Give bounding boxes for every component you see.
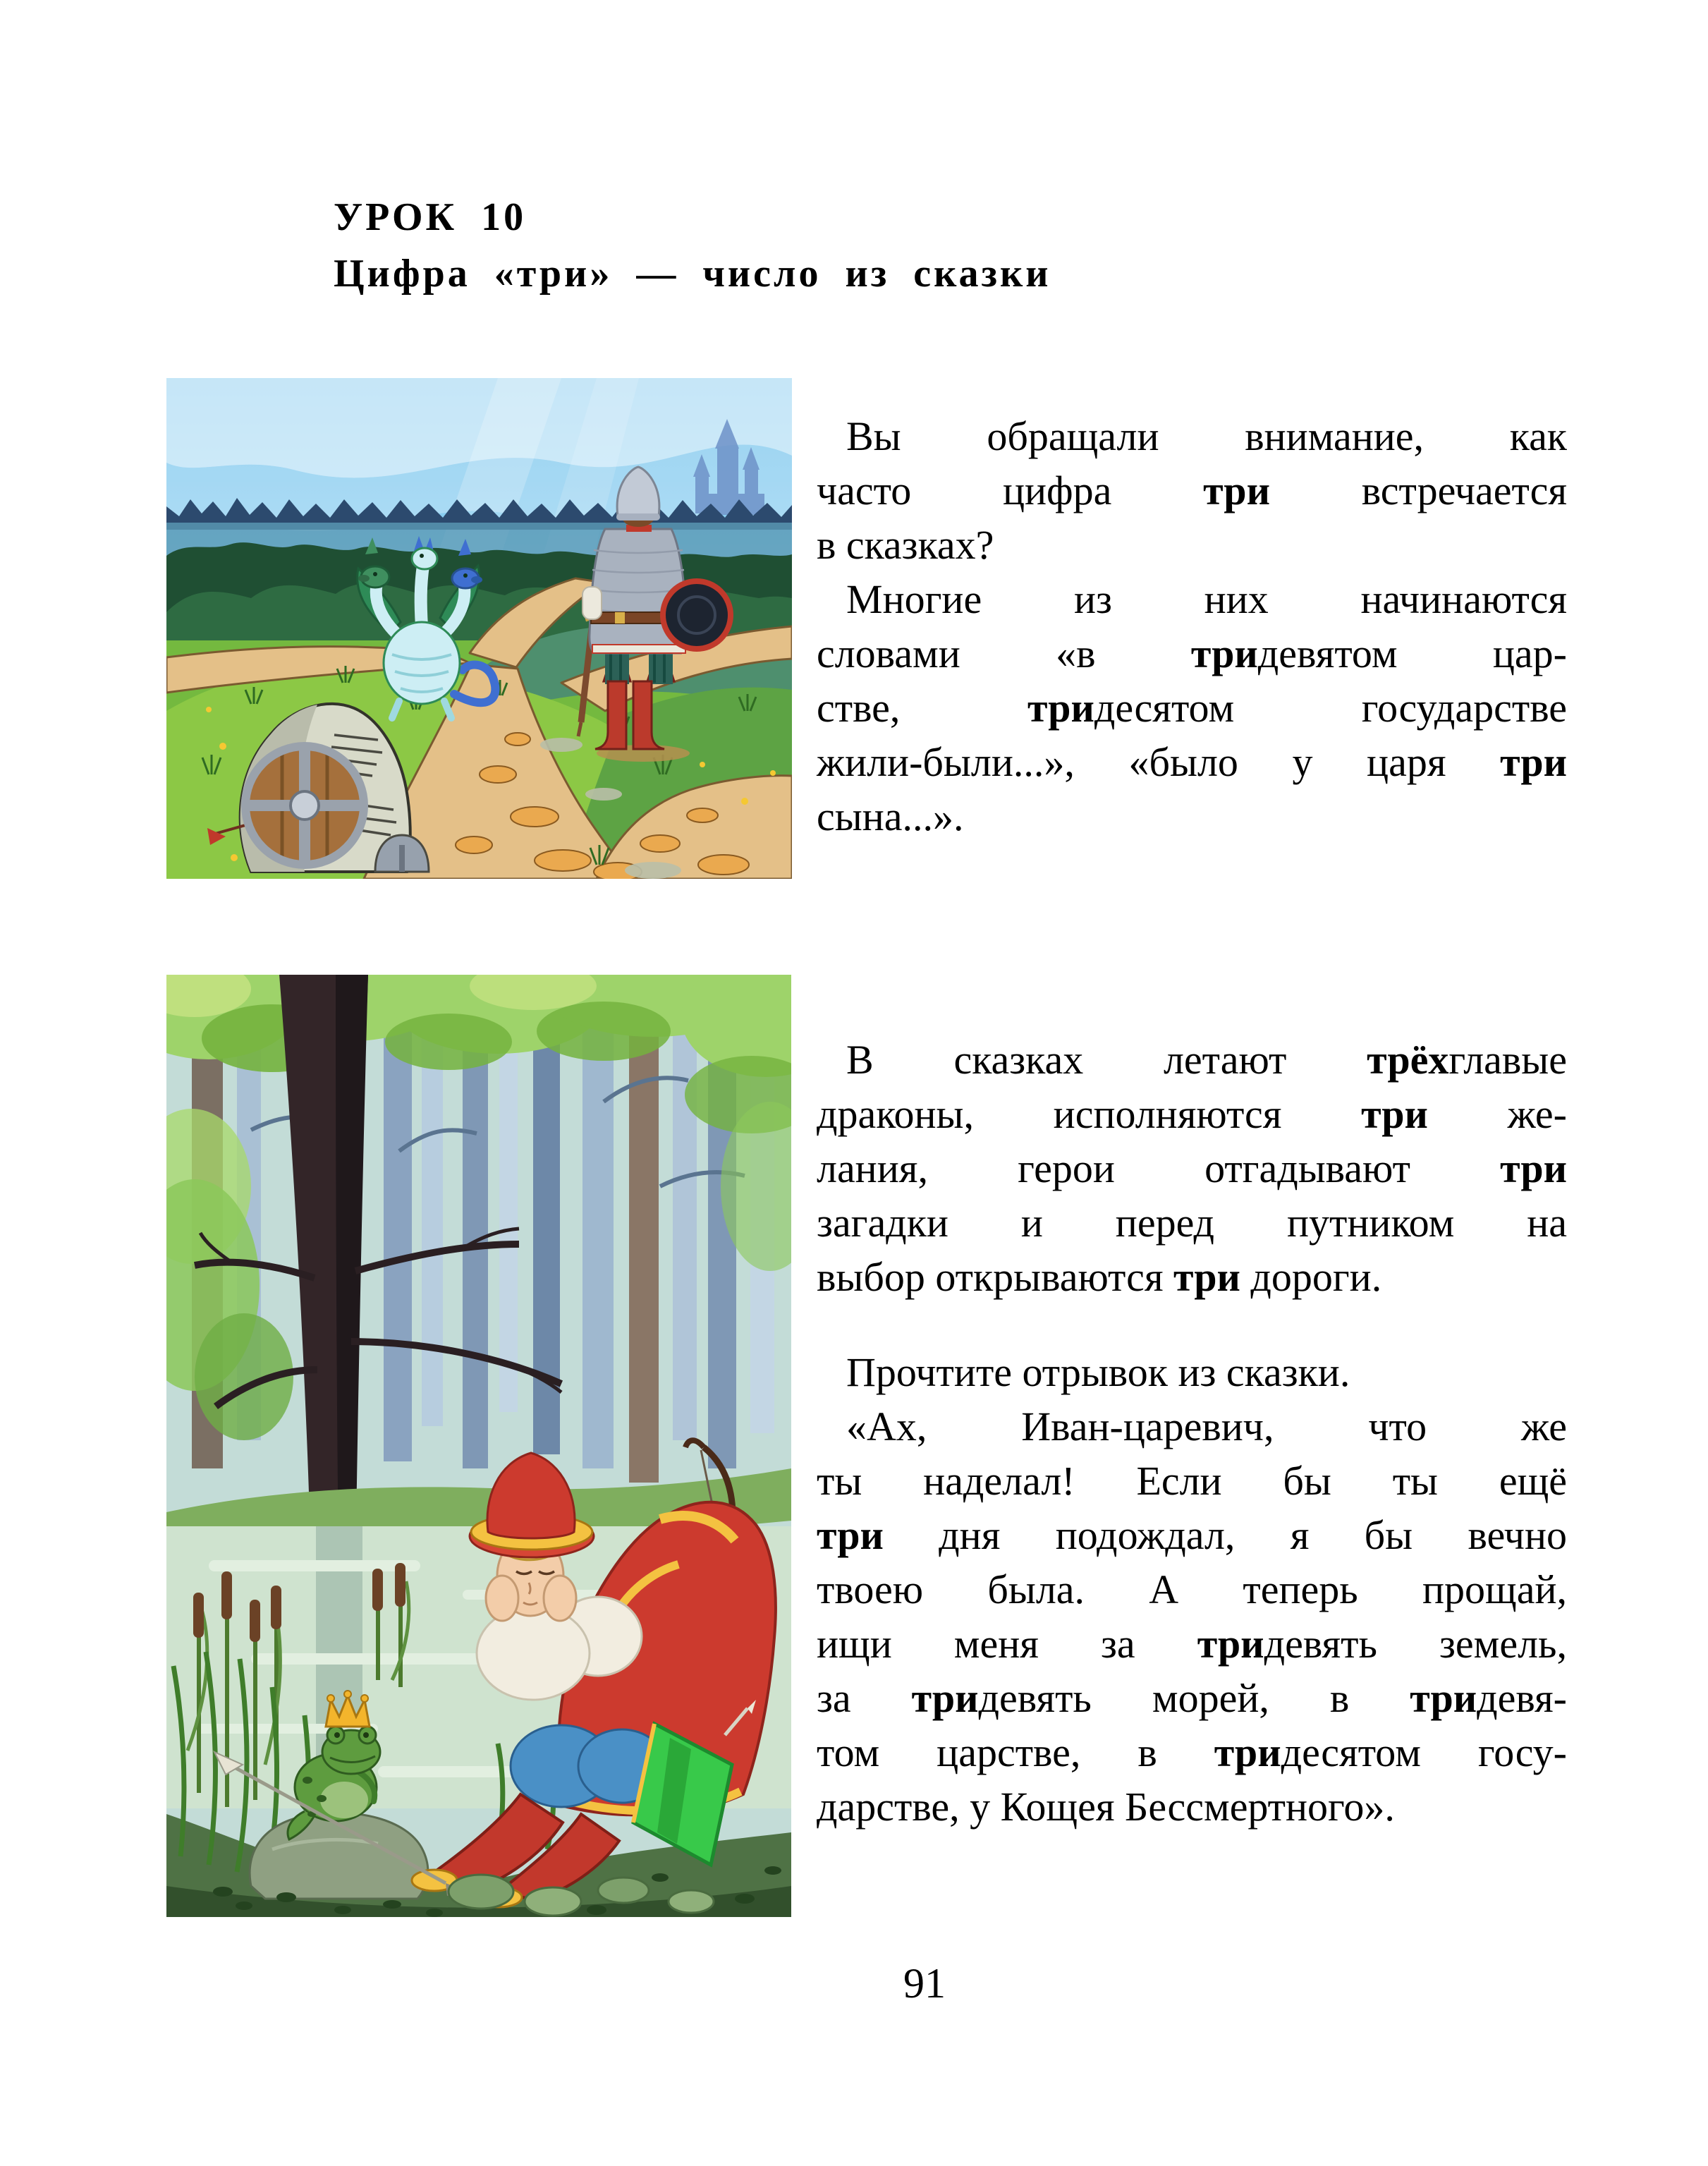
paragraph: [817, 409, 1567, 572]
text-segment: дарстве, у Кощея Бессмертного».: [817, 1784, 1395, 1830]
text-segment: девять морей, в: [978, 1675, 1410, 1721]
text-segment: Вы обращали внимание, как: [846, 413, 1567, 459]
text-segment: в сказках?: [817, 522, 994, 568]
white-sleeve: [477, 1607, 590, 1700]
text-line: [817, 518, 1567, 572]
text-segment: твоею была. А теперь прощай,: [817, 1566, 1567, 1612]
text-line: [817, 735, 1567, 789]
text-segment: часто цифра: [817, 468, 1204, 513]
text-line: [817, 1671, 1567, 1725]
text-segment: десятом госу-: [1281, 1729, 1567, 1775]
bold-word: три: [1173, 1254, 1240, 1300]
paragraph: [817, 572, 1567, 844]
text-line: [817, 1562, 1567, 1617]
bold-word: три: [1500, 739, 1567, 785]
bold-word: три: [1027, 685, 1094, 731]
text-segment: ищи меня за: [817, 1621, 1197, 1667]
text-line: [817, 1617, 1567, 1671]
text-segment: встречается: [1269, 468, 1567, 513]
lesson-number: УРОК 10: [334, 195, 527, 239]
text-segment: «Ах, Иван-царевич, что же: [846, 1404, 1567, 1449]
round-shield: [245, 746, 364, 865]
text-line: [817, 1779, 1567, 1834]
text-segment: стве,: [817, 685, 1027, 731]
illustration-crossroads: [166, 378, 792, 879]
lesson-heading: [334, 189, 1051, 302]
bold-word: три: [1361, 1091, 1428, 1137]
text-line: [817, 572, 1567, 626]
text-segment: девя-: [1477, 1675, 1567, 1721]
page-number: 91: [903, 1960, 946, 2007]
text-segment: за: [817, 1675, 912, 1721]
text-segment: девятом цар-: [1257, 631, 1567, 676]
text-segment: жили-были...», «было у царя: [817, 739, 1501, 785]
text-line: [817, 1399, 1567, 1454]
text-segment: девять земель,: [1264, 1621, 1567, 1667]
bold-word: три: [1190, 631, 1258, 676]
lesson-title: Цифра «три» — число из сказки: [334, 252, 1051, 296]
bold-word: три: [1203, 468, 1270, 513]
text-segment: ты наделал! Если бы ты ещё: [817, 1458, 1567, 1504]
bold-word: трёх: [1367, 1037, 1449, 1083]
text-line: [817, 1250, 1567, 1304]
text-column-2: [817, 1033, 1567, 1834]
text-line: [817, 1195, 1567, 1250]
text-segment: том царстве, в: [817, 1729, 1214, 1775]
text-line: [817, 789, 1567, 844]
text-line: [817, 1033, 1567, 1087]
text-segment: Многие из них начинаются: [846, 576, 1567, 622]
text-segment: десятом государстве: [1094, 685, 1567, 731]
bold-word: три: [1500, 1145, 1567, 1191]
text-segment: загадки и перед путником на: [817, 1200, 1567, 1246]
text-segment: лания, герои отгадывают: [817, 1145, 1501, 1191]
text-segment: Прочтите отрывок из сказки.: [846, 1349, 1350, 1395]
text-line: [817, 1087, 1567, 1141]
text-segment: главые: [1448, 1037, 1567, 1083]
text-line: [817, 1508, 1567, 1562]
text-segment: драконы, исполняются: [817, 1091, 1362, 1137]
text-segment: сына...».: [817, 793, 964, 839]
text-line: [817, 1141, 1567, 1195]
text-segment: словами «в: [817, 631, 1191, 676]
text-line: [817, 409, 1567, 463]
text-segment: дня подождал, я бы вечно: [883, 1512, 1567, 1558]
illustration-frog-princess: [166, 975, 791, 1917]
text-segment: В сказках летают: [846, 1037, 1367, 1083]
bold-word: три: [817, 1512, 884, 1558]
text-segment: дороги.: [1240, 1254, 1382, 1300]
paragraph: [817, 1345, 1567, 1399]
text-line: [817, 1454, 1567, 1508]
text-segment: же-: [1427, 1091, 1567, 1137]
paragraph: [817, 1033, 1567, 1304]
bold-word: три: [1214, 1729, 1281, 1775]
bold-word: три: [1197, 1621, 1264, 1667]
text-line: [817, 463, 1567, 518]
text-line: [817, 626, 1567, 681]
paragraph: [817, 1399, 1567, 1834]
bold-word: три: [911, 1675, 979, 1721]
text-segment: выбор открываются: [817, 1254, 1173, 1300]
text-column-1: [817, 409, 1567, 844]
bold-word: три: [1410, 1675, 1477, 1721]
text-line: [817, 1345, 1567, 1399]
text-line: [817, 1725, 1567, 1779]
text-line: [817, 681, 1567, 735]
